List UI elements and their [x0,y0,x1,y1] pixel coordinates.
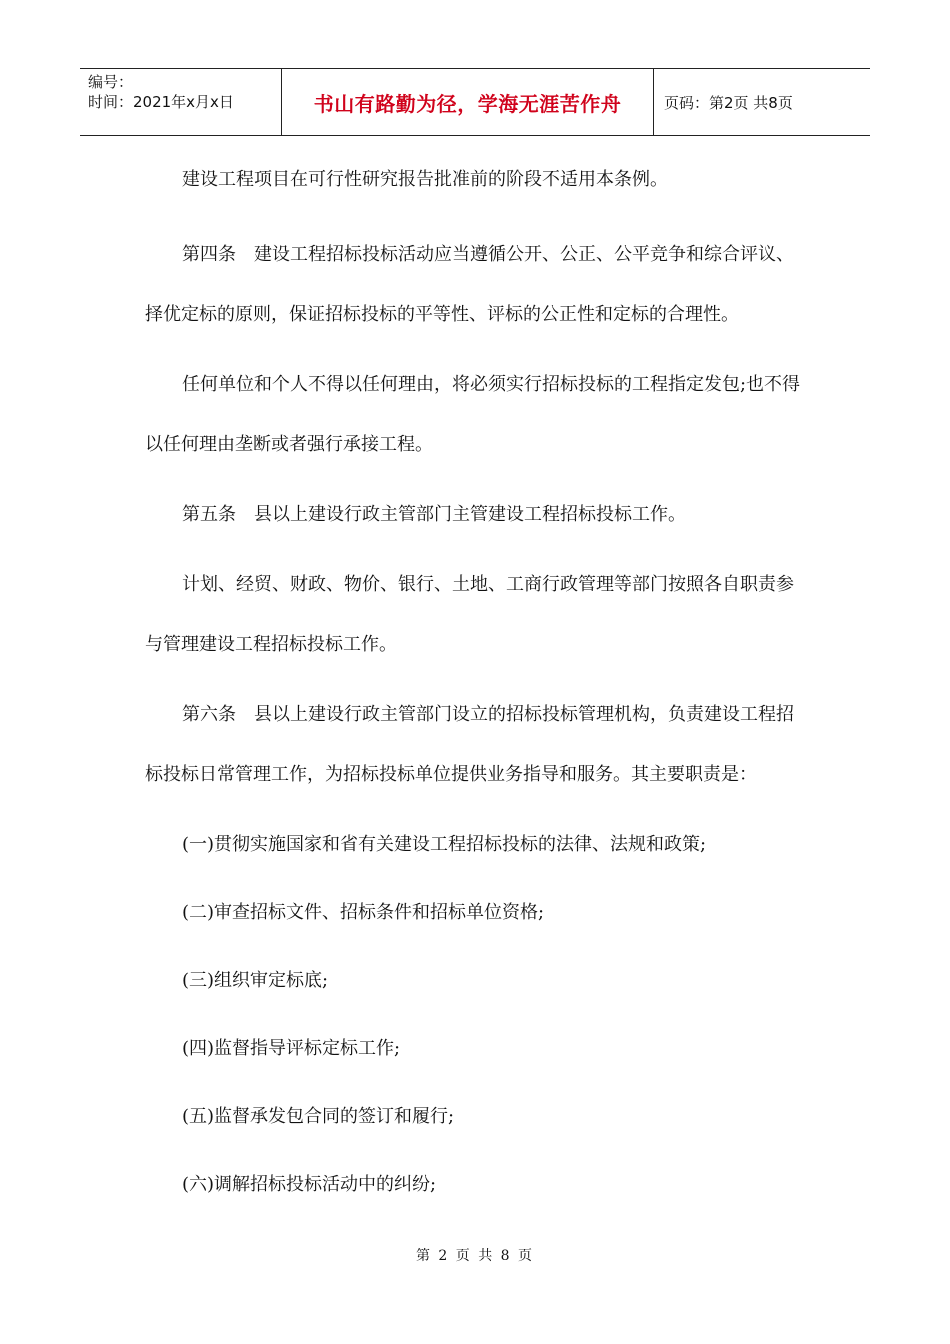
paragraph-article-6: 第六条 县以上建设行政主管部门设立的招标投标管理机构，负责建设工程招标投标日常管理工作，为招标投标单位提供业务指导和服务。其主要职责是： [145,704,794,785]
page-footer: 第 2 页 共 8 页 [415,1248,535,1264]
header-motto: 书山有路勤为径，学海无涯苦作舟 [313,91,622,116]
list-item: (六)调解招标投标活动中的纠纷; [182,1174,437,1195]
document-body [145,150,805,1215]
header-page-info: 页码：第2页 共8页 [664,93,793,112]
paragraph: 建设工程项目在可行性研究报告批准前的阶段不适用本条例。 [182,169,668,190]
list-item: (五)监督承发包合同的签订和履行; [182,1106,455,1127]
header-meta [80,69,282,135]
list-item: (四)监督指导评标定标工作; [182,1038,401,1059]
list-item: (二)审查招标文件、招标条件和招标单位资格; [182,902,545,923]
paragraph-article-5: 第五条 县以上建设行政主管部门主管建设工程招标投标工作。 [182,504,686,525]
list-item: (三)组织审定标底; [182,970,329,991]
header-motto-cell [282,69,654,135]
paragraph: 任何单位和个人不得以任何理由，将必须实行招标投标的工程指定发包;也不得以任何理由垄断或者强行承接工程。 [145,374,801,455]
paragraph: 计划、经贸、财政、物价、银行、土地、工商行政管理等部门按照各自职责参与管理建设工程招标投标工作。 [145,574,794,655]
paragraph-article-4: 第四条 建设工程招标投标活动应当遵循公开、公正、公平竞争和综合评议、择优定标的原则，保证招标投标的平等性、评标的公正性和定标的合理性。 [145,244,794,325]
document-number-label: 编号： [88,73,134,91]
page-header [80,68,870,136]
header-page-info-cell [654,69,870,135]
document-date: 时间：2021年x月x日 [88,93,234,111]
list-item: (一)贯彻实施国家和省有关建设工程招标投标的法律、法规和政策; [182,834,707,855]
